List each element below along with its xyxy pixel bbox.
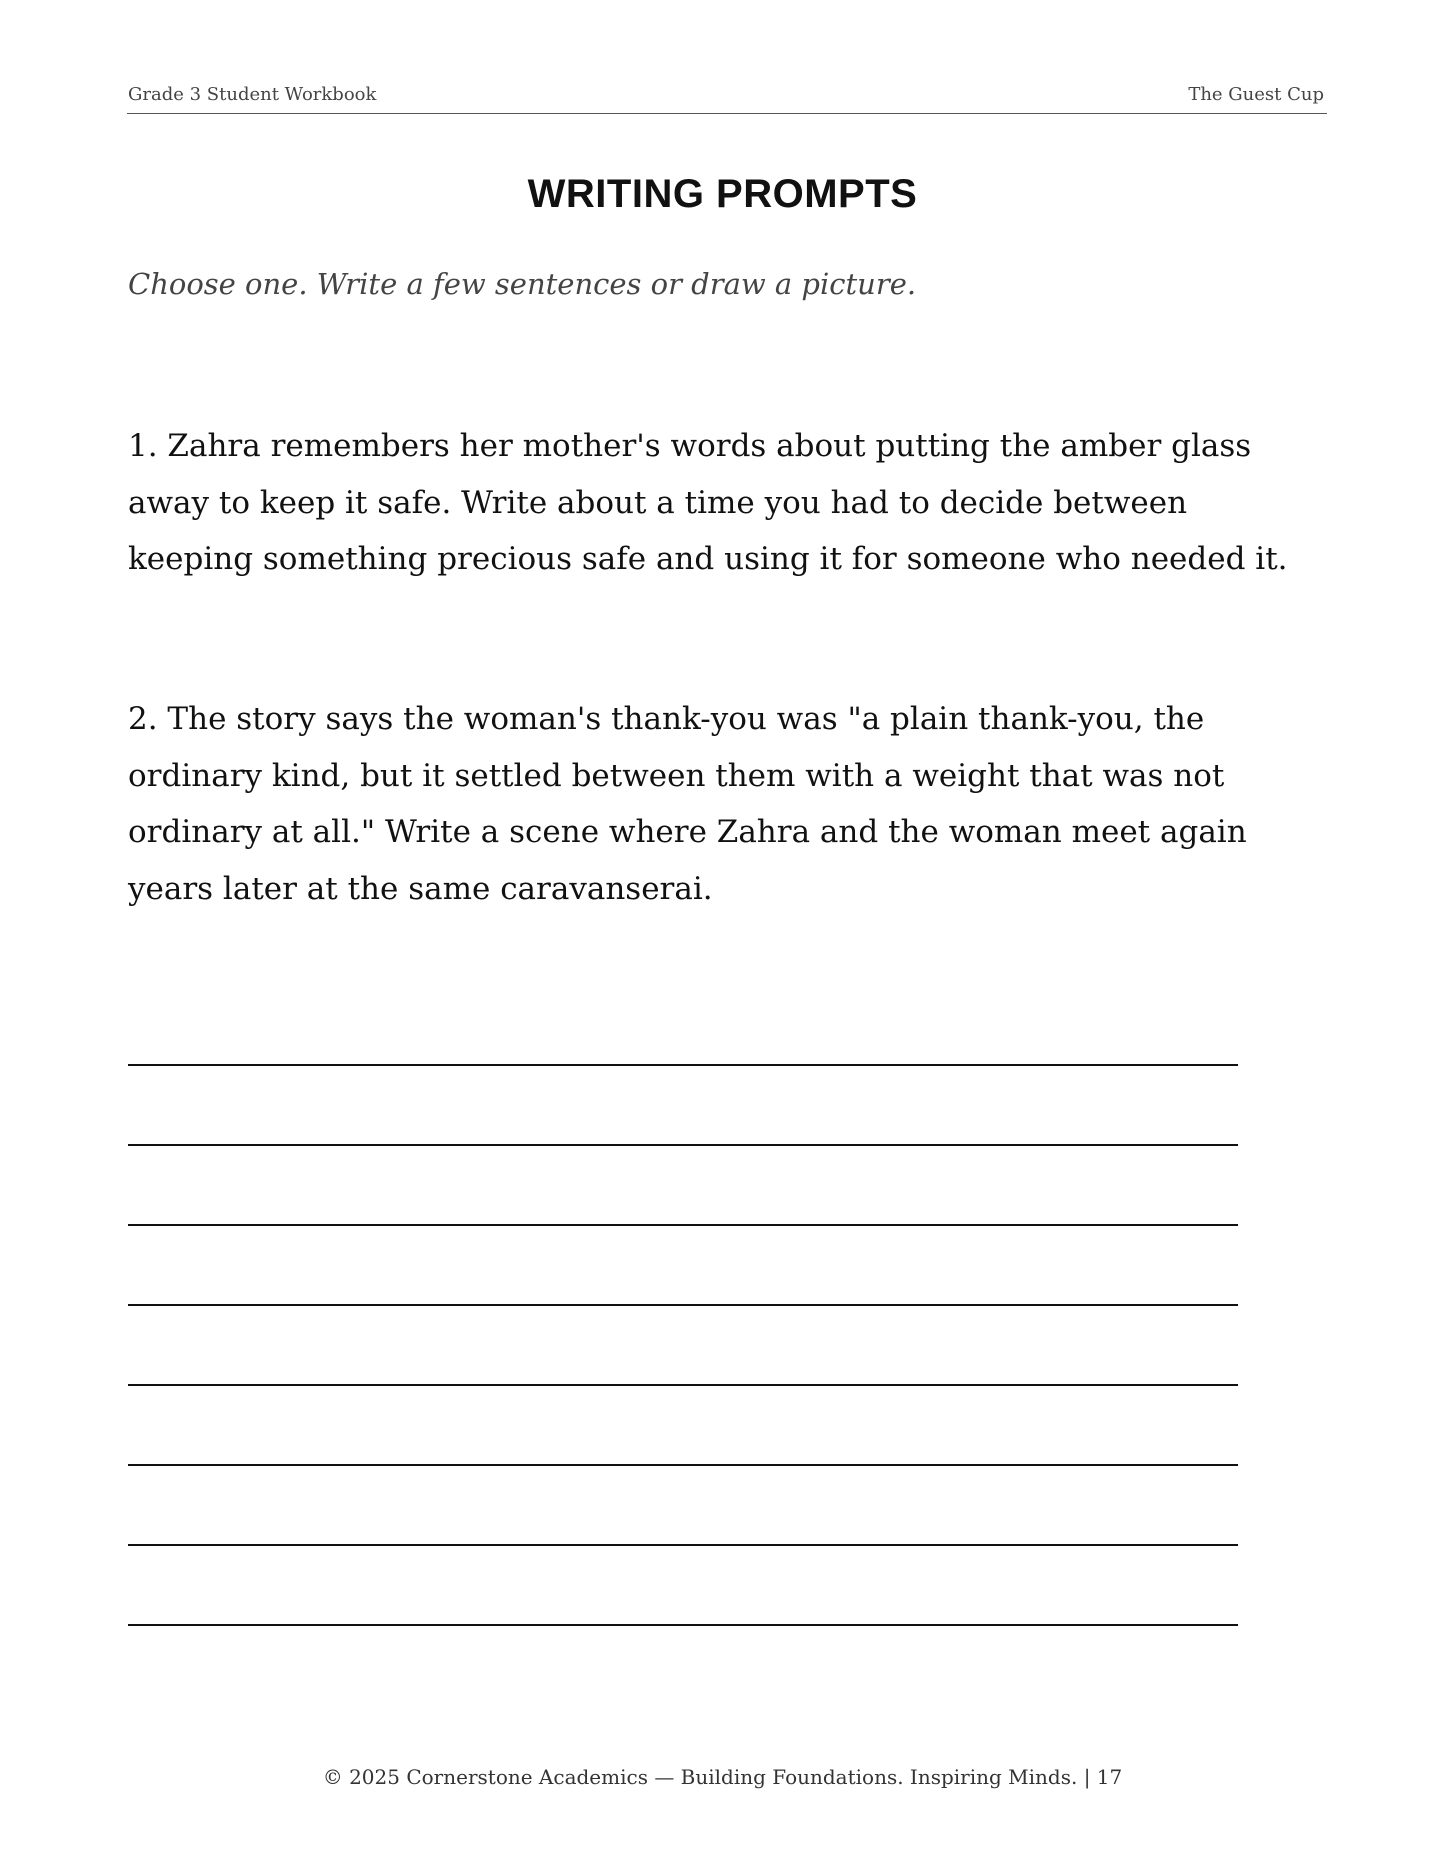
writing-line — [128, 1224, 1238, 1226]
writing-line — [128, 1064, 1238, 1066]
writing-prompt-1: 1. Zahra remembers her mother's words about putting the amber glass away to keep it safe. Write about a time you had to decide between keeping something precious safe and using it for someone who needed it. — [128, 428, 1288, 577]
writing-line — [128, 1624, 1238, 1626]
writing-line — [128, 1384, 1238, 1386]
writing-line — [128, 1144, 1238, 1146]
writing-line — [128, 1464, 1238, 1466]
instructions: Choose one. Write a few sentences or draw a picture. — [128, 267, 917, 301]
header-story-title: The Guest Cup — [1188, 84, 1324, 105]
writing-line — [128, 1304, 1238, 1306]
writing-line — [128, 1544, 1238, 1546]
page-footer: © 2025 Cornerstone Academics — Building Foundations. Inspiring Minds. | 17 — [322, 1765, 1123, 1789]
page-title: WRITING PROMPTS — [527, 172, 918, 216]
page-header — [127, 82, 1327, 114]
writing-prompt-2: 2. The story says the woman's thank-you was "a plain thank-you, the ordinary kind, but it settled between them with a weight that was not ordinary at all." Write a scene where Zahra and the woman meet again years later at the same caravanserai. — [128, 701, 1247, 907]
header-workbook-label: Grade 3 Student Workbook — [128, 84, 377, 105]
writing-lines — [128, 1064, 1238, 1704]
